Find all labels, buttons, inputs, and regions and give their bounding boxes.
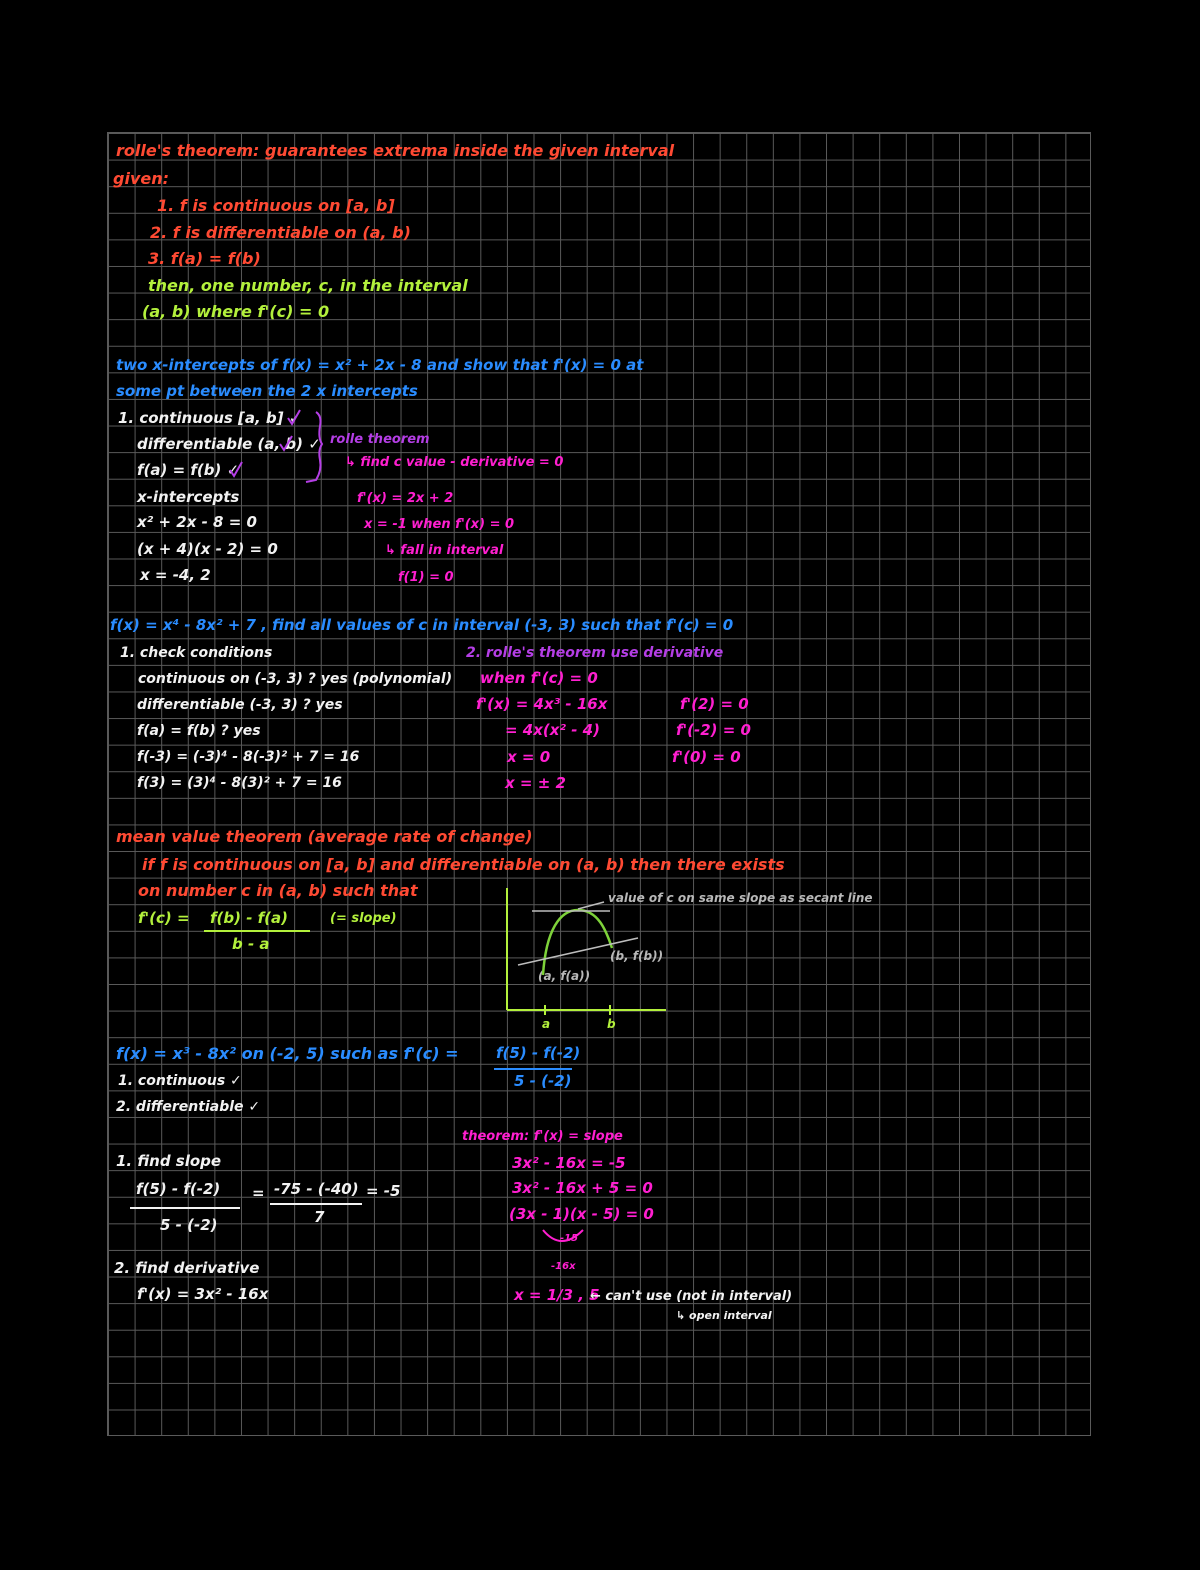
ex2-math-2: f'(x) = 4x³ - 16x [476, 695, 608, 713]
ex2-step-5: f(-3) = (-3)⁴ - 8(-3)² + 7 = 16 [137, 749, 360, 765]
ex3-math-3: (3x - 1)(x - 5) = 0 [509, 1205, 654, 1223]
ex3-math-6: ↳ open interval [676, 1309, 772, 1322]
ex1-note-2: ↳ find c value - derivative = 0 [345, 455, 564, 470]
ex3-prompt-numerator: f(5) - f(-2) [496, 1044, 581, 1062]
mvt-graph-tick-a: a [542, 1017, 551, 1031]
ex2-step-4: f(a) = f(b) ? yes [137, 723, 261, 739]
ex1-prompt-line-2: some pt between the 2 x intercepts [116, 382, 418, 400]
ex1-brace [306, 412, 322, 482]
ex1-step-7: x = -4, 2 [140, 566, 211, 584]
ex1-step-6: (x + 4)(x - 2) = 0 [137, 540, 278, 558]
ex1-step-3: f(a) = f(b) ✓ [137, 461, 240, 479]
ex1-step-4: x-intercepts [137, 488, 240, 506]
mvt-graph-note: value of c on same slope as secant line [608, 891, 873, 905]
mvt-formula-lhs: f'(c) = [138, 909, 190, 927]
ex2-math-5: x = ± 2 [505, 774, 566, 792]
mvt-formula-denominator: b - a [232, 935, 270, 953]
ex2-math-4: x = 0 [507, 748, 551, 766]
ex3-slope-denominator-2: 7 [314, 1208, 325, 1226]
ex3-prompt-denominator: 5 - (-2) [514, 1072, 572, 1090]
ex2-math-1: when f'(c) = 0 [480, 669, 598, 687]
rolle-then-line-1: then, one number, c, in the interval [148, 276, 468, 295]
mvt-graph-arrow [578, 902, 604, 909]
mvt-line-1: if f is continuous on [a, b] and differentiable on (a, b) then there exists [142, 855, 785, 874]
ex3-slope-equals: = [252, 1184, 265, 1202]
check-icon [230, 410, 300, 476]
mvt-graph [507, 888, 666, 1015]
ex2-step-1: 1. check conditions [120, 645, 273, 661]
ex1-step-2: differentiable (a, b) ✓ [137, 435, 321, 453]
ex2-prompt: f(x) = x⁴ - 8x² + 7 , find all values of c in interval (-3, 3) such that f'(c) = 0 [110, 616, 734, 634]
rolle-title: rolle's theorem: guarantees extrema inside the given interval [116, 141, 675, 160]
ex3-math-4a: -15 [560, 1233, 579, 1244]
ex3-math-1: 3x² - 16x = -5 [512, 1154, 626, 1172]
ex2-check-2: f'(-2) = 0 [676, 721, 751, 739]
ex3-math-4b: -16x [551, 1261, 576, 1272]
ex3-step-1: 1. continuous ✓ [118, 1073, 242, 1089]
rolle-condition-3: 3. f(a) = f(b) [148, 249, 261, 268]
rolle-condition-2: 2. f is differentiable on (a, b) [150, 223, 411, 242]
ex3-math-2: 3x² - 16x + 5 = 0 [512, 1179, 653, 1197]
mvt-graph-secant-line [518, 938, 638, 965]
ex1-step-1: 1. continuous [a, b] ✓ [118, 409, 302, 427]
rolle-then-line-2: (a, b) where f'(c) = 0 [142, 302, 330, 321]
ex2-math-3: = 4x(x² - 4) [505, 721, 600, 739]
mvt-formula-numerator: f(b) - f(a) [210, 909, 289, 927]
mvt-graph-point-a: (a, f(a)) [538, 969, 591, 983]
ex3-theorem-note: theorem: f'(x) = slope [462, 1129, 623, 1144]
ex3-slope-denominator: 5 - (-2) [160, 1216, 218, 1234]
ex3-factor-arc [543, 1230, 583, 1241]
ex3-slope-numerator: f(5) - f(-2) [136, 1180, 221, 1198]
mvt-graph-curve [543, 910, 612, 975]
ex2-check-1: f'(2) = 0 [680, 695, 749, 713]
mvt-title: mean value theorem (average rate of change) [116, 827, 533, 846]
ex1-step-5: x² + 2x - 8 = 0 [137, 513, 257, 531]
ex3-derivative: f'(x) = 3x² - 16x [137, 1285, 269, 1303]
ex2-rolle-heading: 2. rolle's theorem use derivative [466, 645, 724, 661]
ex2-step-2: continuous on (-3, 3) ? yes (polynomial) [138, 671, 453, 687]
mvt-graph-tick-b: b [607, 1017, 616, 1031]
ex3-slope-result: = -5 [366, 1182, 401, 1200]
ex1-math-2: x = -1 when f'(x) = 0 [364, 517, 515, 532]
mvt-formula-note: (= slope) [330, 911, 397, 926]
ex3-step-2: 2. differentiable ✓ [116, 1099, 261, 1115]
ex3-find-slope: 1. find slope [116, 1152, 222, 1170]
ex3-find-derivative: 2. find derivative [114, 1259, 260, 1277]
mvt-graph-point-b: (b, f(b)) [610, 949, 664, 963]
ex3-prompt: f(x) = x³ - 8x² on (-2, 5) such as f'(c) = [116, 1044, 459, 1063]
ex3-slope-numerator-2: -75 - (-40) [274, 1180, 359, 1198]
rolle-condition-1: 1. f is continuous on [a, b] [157, 196, 395, 215]
ex2-step-6: f(3) = (3)⁴ - 8(3)² + 7 = 16 [137, 775, 342, 791]
ex1-note-1: rolle theorem [330, 432, 430, 447]
ex1-math-4: f(1) = 0 [398, 570, 454, 585]
ex3-math-5: x = 1/3 , 5 [514, 1286, 600, 1304]
ex1-prompt-line-1: two x-intercepts of f(x) = x² + 2x - 8 and show that f'(x) = 0 at [116, 356, 644, 374]
ex1-math-3: ↳ fall in interval [385, 543, 504, 558]
ex1-math-1: f'(x) = 2x + 2 [357, 491, 454, 506]
ex3-math-5-note: ← can't use (not in interval) [590, 1289, 793, 1304]
mvt-line-2: on number c in (a, b) such that [138, 881, 418, 900]
ex2-step-3: differentiable (-3, 3) ? yes [137, 697, 343, 713]
ex2-check-3: f'(0) = 0 [672, 748, 741, 766]
rolle-given: given: [113, 169, 170, 188]
